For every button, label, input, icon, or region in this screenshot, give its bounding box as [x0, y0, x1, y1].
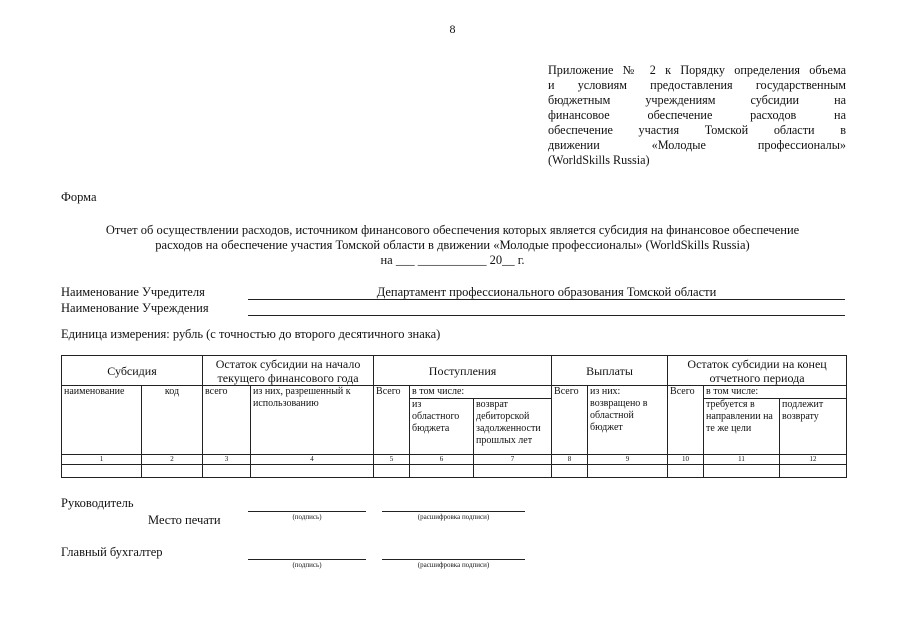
header-refund: возврат дебиторской задолженности прошлых лет [474, 399, 552, 455]
header-balance-start: Остаток субсидии на начало текущего финансового года [203, 356, 374, 386]
column-number: 2 [142, 455, 203, 465]
appendix-line: и условиям предоставления государственным [548, 78, 846, 92]
header-allowed: из них, разрешенный к использованию [251, 386, 374, 455]
head-decode-line[interactable] [382, 510, 525, 512]
report-title-line: Отчет об осуществлении расходов, источником финансового обеспечения которых является субсидия на финансовое обеспечение [105, 223, 800, 237]
appendix-line: финансовое обеспечение расходов на [548, 108, 846, 122]
header-needed: требуется в направлении на те же цели [704, 399, 780, 455]
appendix-line: (WorldSkills Russia) [548, 153, 650, 167]
report-table [61, 355, 847, 478]
column-numbers-row [62, 455, 847, 465]
header-subsidy: Субсидия [62, 356, 203, 386]
table-cell[interactable] [62, 465, 142, 478]
column-number: 7 [474, 455, 552, 465]
report-title [40, 223, 865, 268]
table-cell[interactable] [142, 465, 203, 478]
column-number: 5 [374, 455, 410, 465]
header-including-end: в том числе: [704, 386, 847, 399]
column-number: 4 [251, 455, 374, 465]
header-regional: из областного бюджета [410, 399, 474, 455]
unit-of-measure: Единица измерения: рубль (с точностью до второго десятичного знака) [61, 327, 441, 341]
institution-label: Наименование Учреждения [61, 301, 209, 315]
appendix-line: движении «Молодые профессионалы» [548, 138, 846, 152]
table-subheader-row [62, 386, 847, 399]
stamp-label: Место печати [148, 513, 221, 527]
accountant-signature-caption: (подпись) [292, 561, 322, 569]
header-payments: Выплаты [552, 356, 668, 386]
table-cell[interactable] [552, 465, 588, 478]
accountant-label: Главный бухгалтер [61, 545, 163, 559]
appendix-line: обеспечение участия Томской области в [548, 123, 846, 137]
accountant-decode-caption: (расшифровка подписи) [417, 561, 490, 569]
form-label: Форма [61, 190, 97, 204]
head-decode-caption: (расшифровка подписи) [417, 513, 490, 521]
header-including-receipts: в том числе: [410, 386, 552, 399]
founder-label: Наименование Учредителя [61, 285, 205, 299]
header-returned [588, 386, 668, 455]
column-number: 3 [203, 455, 251, 465]
appendix-line: бюджетным учреждениям субсидии на [548, 93, 846, 107]
institution-value[interactable] [248, 301, 845, 316]
page-number: 8 [449, 22, 456, 36]
report-date-line: на ___ ___________ 20__ г. [380, 253, 525, 267]
head-signature-caption: (подпись) [292, 513, 322, 521]
header-total-payments: Всего [552, 386, 588, 455]
table-cell[interactable] [374, 465, 410, 478]
report-title-line: расходов на обеспечение участия Томской области в движении «Молодые профессионалы» (WorldSkills Russia) [155, 238, 750, 252]
column-number: 11 [704, 455, 780, 465]
table-header-row [62, 356, 847, 386]
appendix-line: Приложение № 2 к Порядку определения объема [548, 63, 846, 77]
header-returned-text: возвращено в областной бюджет [590, 398, 648, 433]
column-number: 8 [552, 455, 588, 465]
table-cell[interactable] [588, 465, 668, 478]
header-balance-end: Остаток субсидии на конец отчетного периода [668, 356, 847, 386]
founder-value[interactable]: Департамент профессионального образования Томской области [248, 285, 845, 300]
table-cell[interactable] [780, 465, 847, 478]
accountant-signature-line[interactable] [248, 558, 366, 560]
header-name: наименование [62, 386, 142, 455]
table-cell[interactable] [474, 465, 552, 478]
column-number: 1 [62, 455, 142, 465]
appendix-note [548, 63, 846, 168]
header-total-start: всего [203, 386, 251, 455]
table-row [62, 465, 847, 478]
header-total-end: Всего [668, 386, 704, 455]
column-number: 6 [410, 455, 474, 465]
column-number: 9 [588, 455, 668, 465]
head-signature-line[interactable] [248, 510, 366, 512]
table-cell[interactable] [203, 465, 251, 478]
column-number: 10 [668, 455, 704, 465]
table-cell[interactable] [668, 465, 704, 478]
header-code: код [142, 386, 203, 455]
header-total-receipts: Всего [374, 386, 410, 455]
accountant-decode-line[interactable] [382, 558, 525, 560]
table-cell[interactable] [251, 465, 374, 478]
head-label: Руководитель [61, 496, 134, 510]
table-cell[interactable] [410, 465, 474, 478]
header-of-which: из них: [590, 386, 621, 397]
header-to-return: подлежит возврату [780, 399, 847, 455]
table-cell[interactable] [704, 465, 780, 478]
header-receipts: Поступления [374, 356, 552, 386]
column-number: 12 [780, 455, 847, 465]
